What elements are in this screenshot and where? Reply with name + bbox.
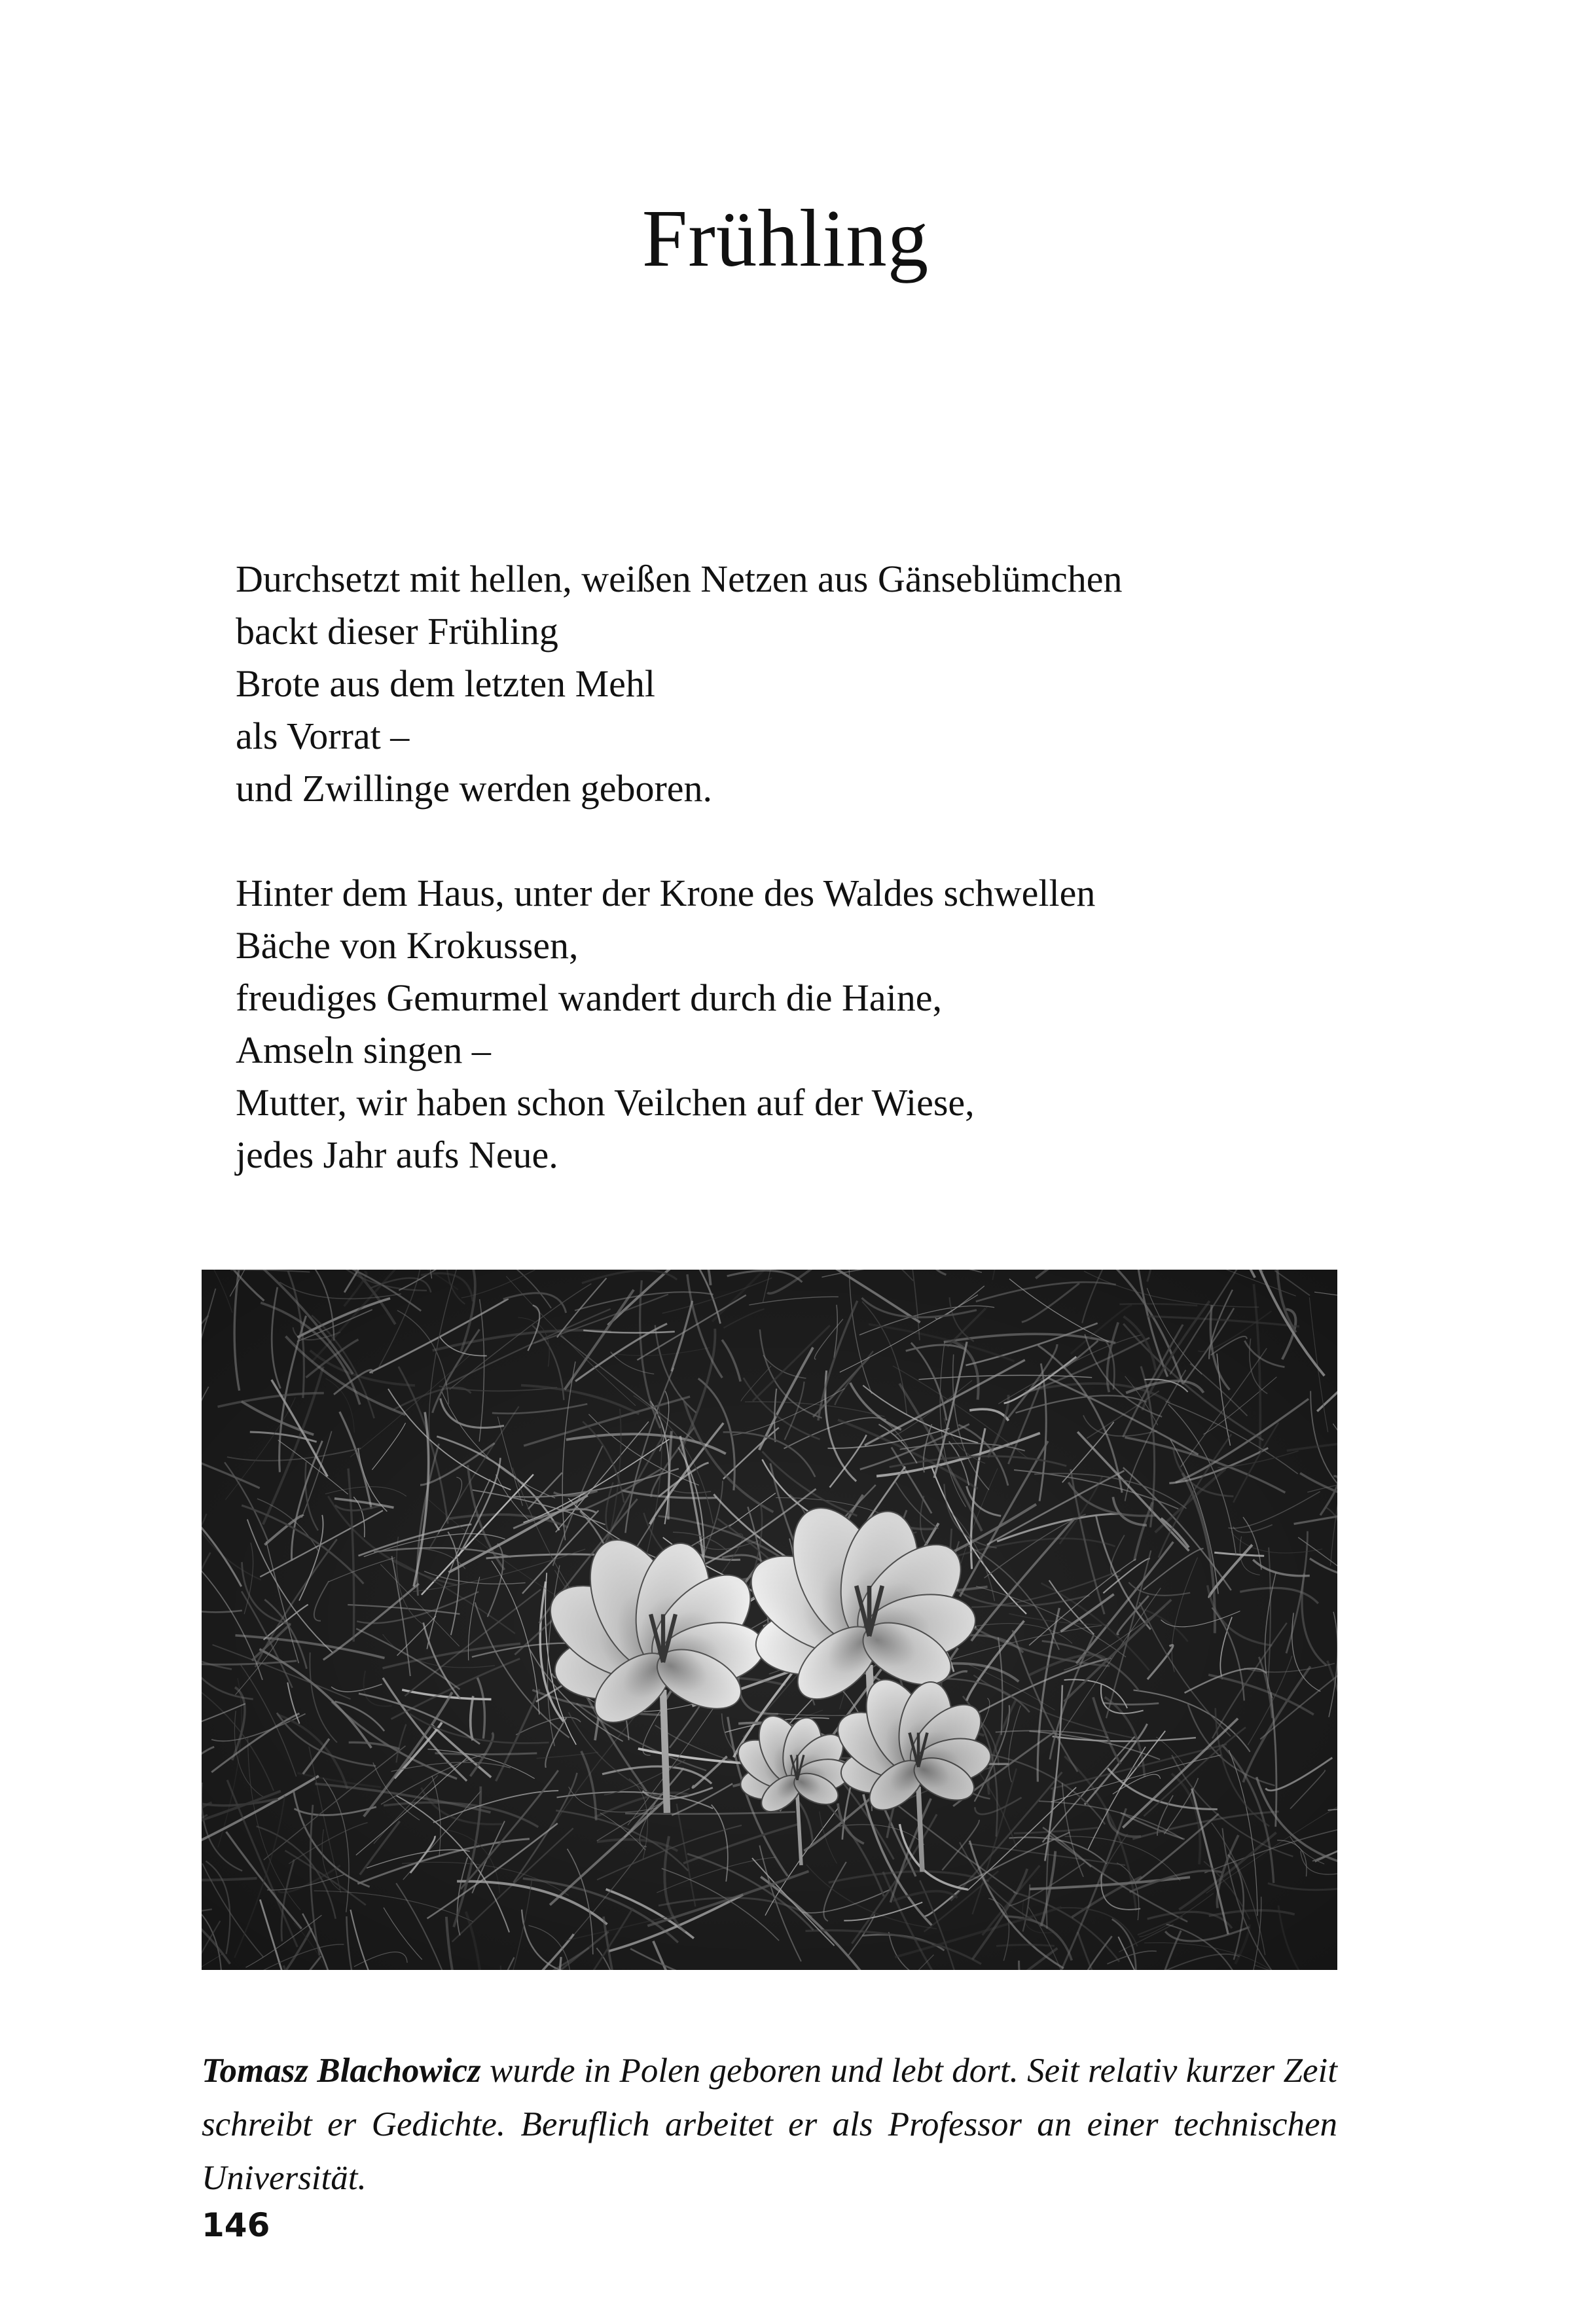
author-bio-text: wurde in Polen geboren und lebt dort. Seit relativ kurzer Zeit schreibt er Gedichte. Beruflich arbeitet er als Professor an einer technischen Universität. xyxy=(202,2052,1337,2197)
poem-body xyxy=(236,553,1414,1181)
poem-line: jedes Jahr aufs Neue. xyxy=(236,1134,558,1176)
stanza xyxy=(236,867,1414,1181)
poem-line: als Vorrat – xyxy=(236,715,410,757)
poem-line: Bäche von Krokussen, xyxy=(236,924,579,967)
poem-line: Mutter, wir haben schon Veilchen auf der Wiese, xyxy=(236,1081,975,1124)
poem-title: Frühling xyxy=(641,194,930,284)
crocus-photo-icon xyxy=(202,1270,1337,1970)
poem-line: freudiges Gemurmel wandert durch die Haine, xyxy=(236,976,943,1019)
author-bio xyxy=(202,2044,1337,2205)
poem-line: und Zwillinge werden geboren. xyxy=(236,767,713,810)
poem-line: Durchsetzt mit hellen, weißen Netzen aus Gänseblümchen xyxy=(236,558,1123,600)
poem-line: Amseln singen – xyxy=(236,1029,491,1071)
poem-line: Hinter dem Haus, unter der Krone des Waldes schwellen xyxy=(236,872,1096,914)
crocus-photo xyxy=(202,1270,1337,1970)
author-name: Tomasz Blachowicz xyxy=(202,2052,481,2090)
poem-line: Brote aus dem letzten Mehl xyxy=(236,662,656,705)
page-number: 146 xyxy=(202,2206,270,2244)
stanza xyxy=(236,553,1414,815)
poem-line: backt dieser Frühling xyxy=(236,610,558,653)
